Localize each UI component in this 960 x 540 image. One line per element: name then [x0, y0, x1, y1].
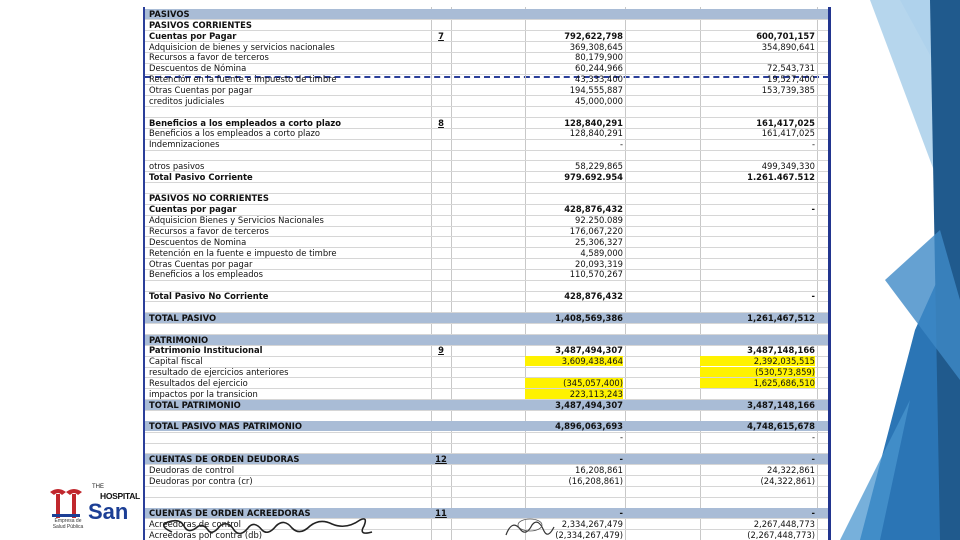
row-label: Resultados del ejercicio: [149, 377, 248, 388]
value-previous-year: 72,543,731: [767, 63, 815, 74]
value-current-year: 45,000,000: [575, 95, 623, 106]
value-previous-year: 161,417,025: [756, 117, 815, 128]
value-current-year: 43,333,400: [575, 74, 623, 85]
row-label: CUENTAS DE ORDEN DEUDORAS: [149, 453, 300, 464]
row-label: Acreedoras por contra (db): [149, 529, 263, 540]
table-row: [145, 161, 829, 171]
value-previous-year: 2,392,035,515: [700, 356, 815, 366]
row-label: Adquisicion de bienes y servicios nacionales: [149, 41, 335, 52]
value-current-year: 128,840,291: [569, 128, 623, 139]
row-label: impactos por la transicion: [149, 388, 258, 399]
value-previous-year: 153,739,385: [761, 84, 815, 95]
value-previous-year: 2,267,448,773: [753, 518, 815, 529]
row-label: Cuentas por Pagar: [149, 30, 237, 41]
value-current-year: 58,229,865: [575, 160, 623, 171]
value-previous-year: 19,527,400: [767, 74, 815, 85]
table-row: [145, 204, 829, 214]
value-current-year: 176,067,220: [569, 226, 623, 236]
value-previous-year: 161,417,025: [761, 128, 815, 139]
row-label: Deudoras por contra (cr): [149, 475, 253, 486]
table-row: [145, 52, 829, 62]
balance-sheet-document: [143, 7, 831, 540]
value-current-year: 2,334,267,479: [561, 518, 623, 529]
value-previous-year: -: [811, 508, 815, 519]
value-current-year: (2,334,267,479): [555, 529, 623, 540]
value-current-year: 20,093,319: [575, 258, 623, 269]
table-row: [145, 324, 829, 334]
table-row: [145, 107, 829, 117]
table-row: [145, 193, 829, 203]
table-row: [145, 465, 829, 475]
row-label: PASIVOS: [149, 9, 190, 19]
table-row: [145, 74, 829, 84]
table-row: [145, 85, 829, 95]
value-current-year: 3,609,438,464: [525, 356, 623, 366]
row-label: Beneficios a los empleados a corto plazo: [149, 117, 341, 128]
value-current-year: 3,487,494,307: [555, 345, 623, 356]
row-note: 8: [438, 117, 444, 128]
value-previous-year: -: [811, 204, 815, 215]
value-previous-year: 1,625,686,510: [700, 378, 815, 388]
value-current-year: 792,622,798: [564, 30, 623, 41]
table-row: [145, 259, 829, 269]
row-label: otros pasivos: [149, 160, 205, 171]
row-label: TOTAL PASIVO: [149, 312, 217, 323]
value-current-year: -: [619, 508, 623, 519]
value-previous-year: 1.261.467.512: [747, 171, 815, 182]
value-current-year: -: [619, 432, 623, 443]
table-row: [145, 183, 829, 193]
table-row: [145, 96, 829, 106]
table-row: [145, 150, 829, 160]
table-row: [145, 443, 829, 453]
table-row: [145, 345, 829, 355]
row-label: Otras Cuentas por pagar: [149, 84, 253, 95]
table-row: [145, 302, 829, 312]
row-label: Descuentos de Nómina: [149, 63, 247, 74]
signature-image: [150, 512, 380, 540]
row-note: 9: [438, 345, 444, 356]
value-previous-year: 3,487,148,166: [747, 345, 815, 356]
value-current-year: 369,308,645: [569, 41, 623, 52]
table-row: [145, 20, 829, 30]
value-previous-year: -: [811, 139, 815, 150]
table-row: [145, 280, 829, 290]
row-label: PASIVOS CORRIENTES: [149, 19, 252, 30]
value-current-year: (16,208,861): [568, 475, 623, 486]
table-row: [145, 497, 829, 507]
row-label: Total Pasivo Corriente: [149, 171, 253, 182]
row-label: Retención en la fuente e impuesto de timbre: [149, 74, 337, 85]
value-current-year: -: [619, 139, 623, 150]
row-label: Patrimonio Institucional: [149, 345, 263, 356]
value-current-year: 25,306,327: [575, 236, 623, 247]
logo-subtitle: Empresa de Salud Pública: [52, 518, 84, 530]
row-note: 7: [438, 30, 444, 41]
row-label: resultado de ejercicios anteriores: [149, 367, 289, 378]
value-previous-year: (24,322,861): [760, 475, 815, 486]
value-previous-year: 354,890,641: [761, 41, 815, 52]
stamp-mark: [500, 515, 560, 540]
row-label: Adquisicion Bienes y Servicios Nacionales: [149, 215, 324, 226]
logo-san-text: San: [88, 499, 129, 524]
table-row: [145, 215, 829, 225]
value-previous-year: 4,748,615,678: [747, 421, 815, 432]
table-row: [145, 248, 829, 258]
row-label: Beneficios a los empleados a corto plazo: [149, 128, 321, 139]
row-label: PATRIMONIO: [149, 334, 209, 345]
table-row: [145, 172, 829, 182]
row-label: Descuentos de Nomina: [149, 236, 247, 247]
value-previous-year: (2,267,448,773): [747, 529, 815, 540]
table-row: [145, 389, 829, 399]
value-previous-year: -: [811, 291, 815, 302]
value-current-year: 80,179,900: [575, 52, 623, 63]
row-label: Recursos a favor de terceros: [149, 226, 269, 236]
table-row: [145, 400, 829, 410]
row-label: Recursos a favor de terceros: [149, 52, 269, 63]
value-previous-year: 600,701,157: [756, 30, 815, 41]
row-label: Beneficios a los empleados: [149, 269, 264, 280]
row-label: TOTAL PASIVO MAS PATRIMONIO: [149, 421, 302, 432]
table-row: [145, 269, 829, 279]
row-label: Acreedoras de control: [149, 518, 241, 529]
value-current-year: 1,408,569,386: [555, 312, 623, 323]
value-previous-year: -: [811, 432, 815, 443]
table-row: [145, 291, 829, 301]
row-label: creditos judiciales: [149, 95, 225, 106]
table-row: [145, 410, 829, 420]
value-previous-year: 24,322,861: [767, 464, 815, 475]
table-row: [145, 367, 829, 377]
row-note: 12: [435, 453, 447, 464]
value-current-year: 3,487,494,307: [555, 399, 623, 410]
row-label: Total Pasivo No Corriente: [149, 291, 269, 302]
row-label: PASIVOS NO CORRIENTES: [149, 193, 269, 204]
row-label: CUENTAS DE ORDEN ACREEDORAS: [149, 508, 311, 519]
value-current-year: 60,244,966: [575, 63, 623, 74]
table-row: [145, 237, 829, 247]
table-row: [145, 139, 829, 149]
table-row: [145, 335, 829, 345]
row-note: 11: [435, 508, 447, 519]
row-label: TOTAL PATRIMONIO: [149, 399, 241, 410]
value-current-year: 428,876,432: [564, 291, 623, 302]
table-row: [145, 356, 829, 366]
table-row: [145, 128, 829, 138]
table-row: [145, 378, 829, 388]
value-current-year: 979.692.954: [564, 171, 623, 182]
value-current-year: 92.250.089: [575, 215, 623, 226]
value-previous-year: -: [811, 453, 815, 464]
row-label: Cuentas por pagar: [149, 204, 237, 215]
value-current-year: 110,570,267: [569, 269, 623, 280]
value-current-year: 194,555,887: [569, 84, 623, 95]
table-row: [145, 486, 829, 496]
value-current-year: (345,057,400): [525, 378, 623, 388]
row-label: Retención en la fuente e impuesto de timbre: [149, 247, 337, 258]
table-row: [145, 476, 829, 486]
value-current-year: 128,840,291: [564, 117, 623, 128]
value-current-year: 428,876,432: [564, 204, 623, 215]
value-previous-year: 499,349,330: [761, 160, 815, 171]
table-row: [145, 63, 829, 73]
row-label: Otras Cuentas por pagar: [149, 258, 253, 269]
table-row: [145, 9, 829, 19]
row-label: Deudoras de control: [149, 464, 235, 475]
value-previous-year: 3,487,148,166: [747, 399, 815, 410]
value-current-year: 16,208,861: [575, 464, 623, 475]
logo-hospital-text: HOSPITAL: [100, 491, 140, 501]
table-row: [145, 226, 829, 236]
row-label: Indemnizaciones: [149, 139, 220, 150]
value-previous-year: (530,573,859): [700, 367, 815, 377]
table-row: [145, 432, 829, 442]
table-row: [145, 421, 829, 431]
table-row: [145, 31, 829, 41]
table-row: [145, 118, 829, 128]
table-row: [145, 42, 829, 52]
value-previous-year: 1,261,467,512: [747, 312, 815, 323]
value-current-year: 223,113,243: [525, 389, 623, 399]
value-current-year: 4,589,000: [580, 247, 623, 258]
logo-the-text: THE: [92, 484, 104, 490]
row-label: Capital fiscal: [149, 356, 203, 367]
value-current-year: -: [619, 453, 623, 464]
table-row: [145, 454, 829, 464]
table-row: [145, 313, 829, 323]
value-current-year: 4,896,063,693: [555, 421, 623, 432]
